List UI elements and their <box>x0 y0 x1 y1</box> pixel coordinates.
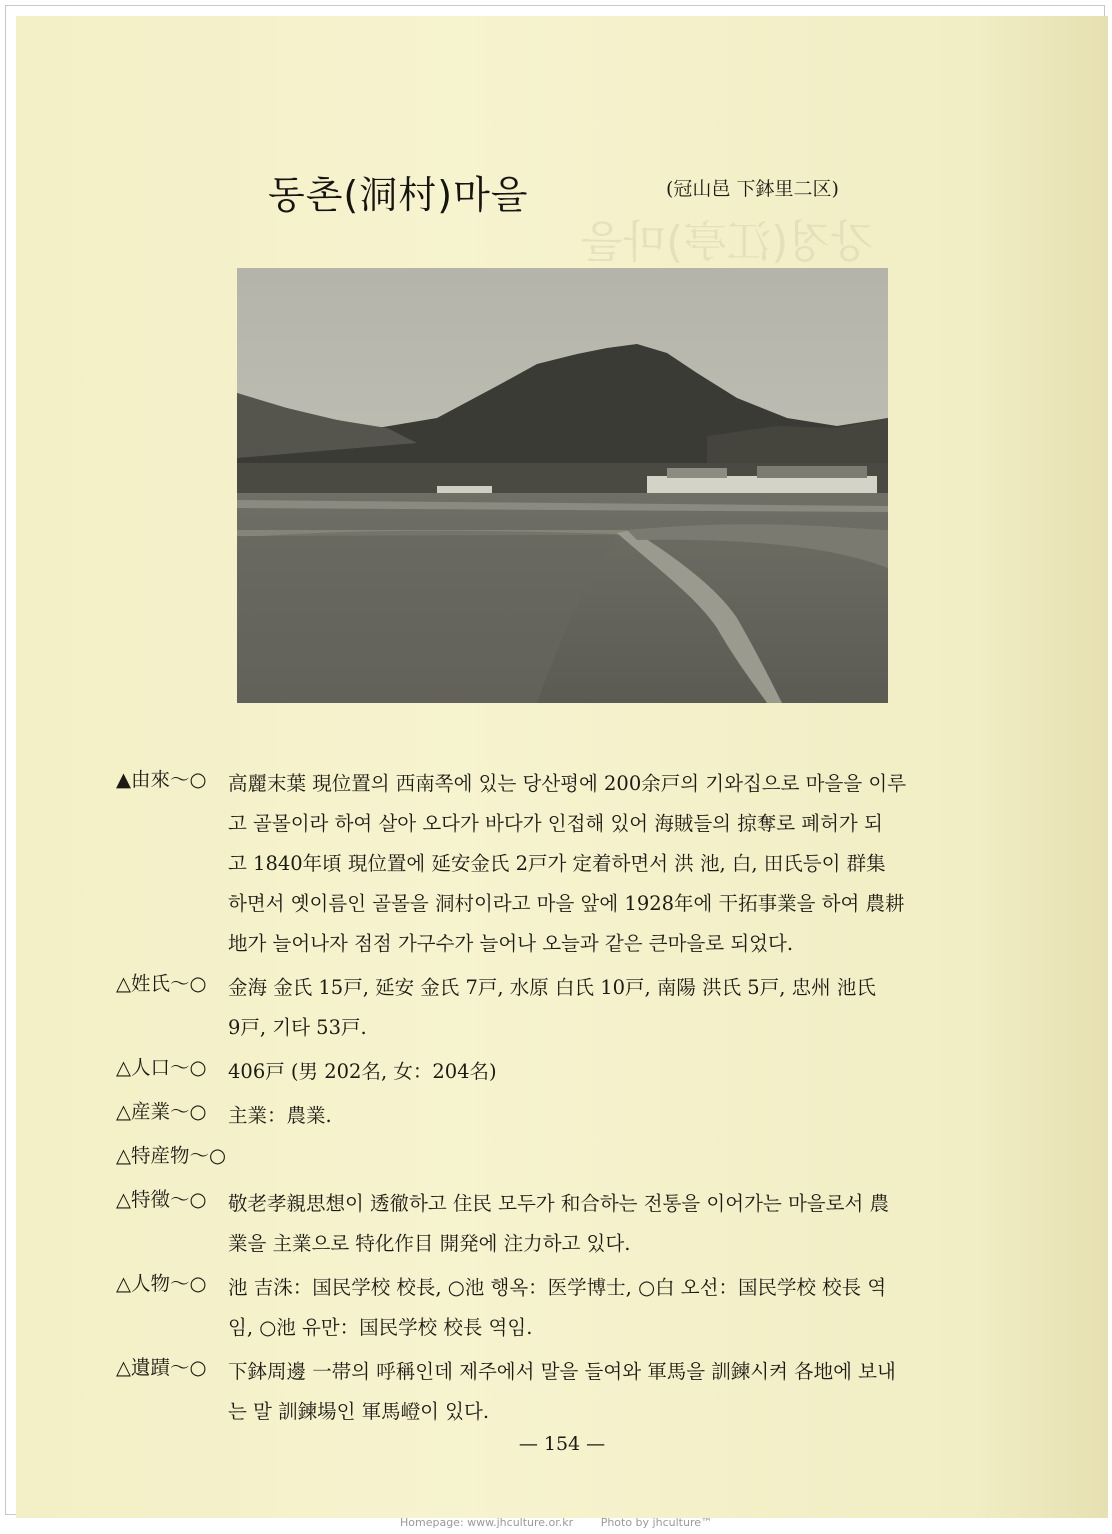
entry-industry <box>116 1096 1016 1136</box>
scanned-page <box>16 16 1108 1518</box>
entry-line: 業을 主業으로 特化作目 開発에 注力하고 있다. <box>228 1232 631 1255</box>
entry-label: △人物～○ <box>116 1272 207 1295</box>
village-photo <box>237 268 888 703</box>
entry-line: 敬老孝親思想이 透徹하고 住民 모두가 和合하는 전통을 이어가는 마을로서 農 <box>228 1192 889 1215</box>
page-number: — 154 — <box>518 1433 606 1455</box>
footer <box>0 1516 1112 1529</box>
page-frame <box>5 5 1105 1515</box>
entry-origin <box>116 764 1016 964</box>
entry-line: 下鉢周邊 一帯의 呼稱인데 제주에서 말을 들여와 軍馬을 訓鍊시켜 各地에 보내 <box>228 1360 896 1383</box>
village-info <box>116 764 1016 1436</box>
entry-line: 고 1840年頃 現位置에 延安金氏 2戸가 定着하면서 洪 池, 白, 田氏등이 群集 <box>228 852 886 875</box>
entry-line: 高麗末葉 現位置의 西南쪽에 있는 당산평에 200余戸의 기와집으로 마을을 이루 <box>228 772 907 795</box>
entry-line <box>116 1140 1016 1180</box>
entry-specialty <box>116 1140 1016 1180</box>
bleed-through-text: 강정(江亭)마을 <box>581 217 874 268</box>
entry-label: ▲由來～○ <box>116 768 207 791</box>
entry-line: 9戸, 기타 53戸. <box>228 1016 367 1039</box>
entry-label: △特産物～○ <box>116 1144 227 1167</box>
entry-label: △人口～○ <box>116 1056 207 1079</box>
photo-credit: Photo by jhculture™ <box>600 1516 712 1529</box>
page-title: 동촌(洞村)마을 <box>268 173 529 217</box>
entry-label: △特徵～○ <box>116 1188 207 1211</box>
homepage-link[interactable]: Homepage: www.jhculture.or.kr <box>399 1516 574 1529</box>
entry-line: 池 吉洙：国民学校 校長, ○池 행옥：医学博士, ○白 오선：国民学校 校長 역 <box>228 1276 887 1299</box>
entry-line: 임, ○池 유만：国民学校 校長 역임. <box>228 1316 533 1339</box>
entry-line: 地가 늘어나자 점점 가구수가 늘어나 오늘과 같은 큰마을로 되었다. <box>228 932 794 955</box>
village-photo-illustration <box>237 268 888 703</box>
entry-people <box>116 1268 1016 1348</box>
entry-label: △姓氏～○ <box>116 972 207 995</box>
location-subtitle: (冠山邑 下鉢里二区) <box>666 178 839 200</box>
entry-features <box>116 1184 1016 1264</box>
entry-line: 金海 金氏 15戸, 延安 金氏 7戸, 水原 白氏 10戸, 南陽 洪氏 5戸, 忠州 池氏 <box>228 976 876 999</box>
entry-surnames <box>116 968 1016 1048</box>
entry-label: △遺蹟～○ <box>116 1356 207 1379</box>
entry-line: 406戸 (男 202名, 女：204名) <box>228 1060 497 1083</box>
entry-line: 고 골몰이라 하여 살아 오다가 바다가 인접해 있어 海賊들의 掠奪로 폐허가 되 <box>228 812 883 835</box>
entry-relics <box>116 1352 1016 1432</box>
entry-population <box>116 1052 1016 1092</box>
entry-line: 主業：農業. <box>228 1104 332 1127</box>
entry-label: △産業～○ <box>116 1100 207 1123</box>
entry-line: 하면서 옛이름인 골몰을 洞村이라고 마을 앞에 1928年에 干拓事業을 하여 農耕 <box>228 892 905 915</box>
entry-line: 는 말 訓鍊場인 軍馬嶝이 있다. <box>228 1400 490 1423</box>
